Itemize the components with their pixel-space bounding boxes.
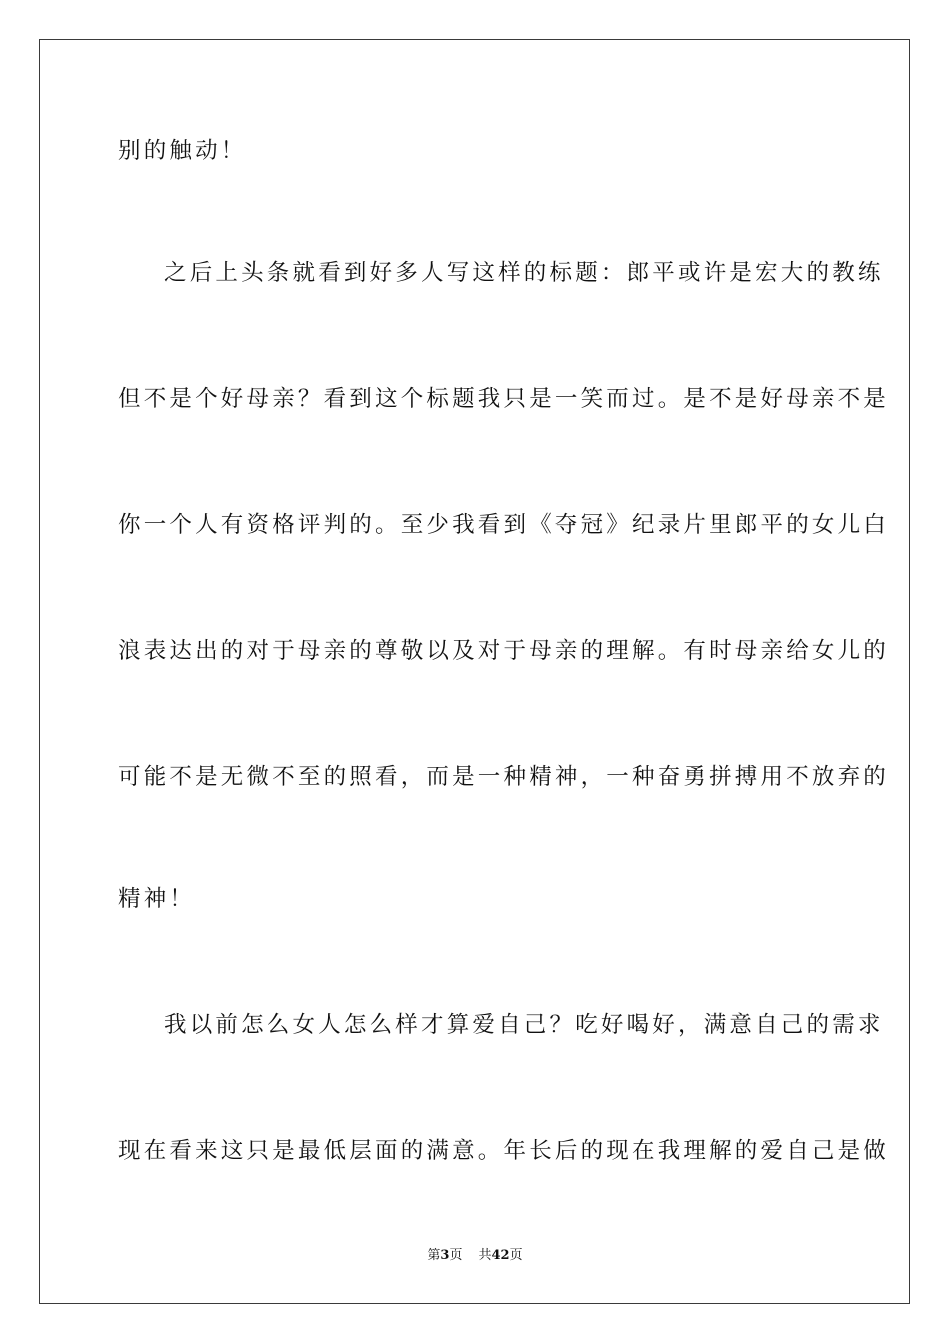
footer-total-prefix: 共 <box>478 1248 492 1263</box>
footer-total-suffix: 页 <box>509 1248 523 1263</box>
text-line-8: 我以前怎么女人怎么样才算爱自己？吃好喝好，满意自己的需求 <box>164 1012 884 1038</box>
footer-page-number: 3 <box>440 1248 450 1263</box>
page-footer <box>0 1247 950 1265</box>
text-line-1: 别的触动！ <box>118 138 247 164</box>
text-line-5: 浪表达出的对于母亲的尊敬以及对于母亲的理解。有时母亲给女儿的 <box>118 638 890 664</box>
text-line-6: 可能不是无微不至的照看，而是一种精神，一种奋勇拼搏用不放弃的 <box>118 764 890 790</box>
footer-page-prefix: 第 <box>427 1248 441 1263</box>
footer-total-pages: 42 <box>491 1248 510 1263</box>
text-line-9: 现在看来这只是最低层面的满意。年长后的现在我理解的爱自己是做 <box>118 1138 890 1164</box>
text-line-4: 你一个人有资格评判的。至少我看到《夺冠》纪录片里郎平的女儿白 <box>118 512 890 538</box>
text-line-7: 精神！ <box>118 886 196 912</box>
page-border <box>39 39 910 1304</box>
footer-page-suffix: 页 <box>449 1248 463 1263</box>
text-line-2: 之后上头条就看到好多人写这样的标题：郎平或许是宏大的教练 <box>164 260 884 286</box>
text-line-3: 但不是个好母亲？看到这个标题我只是一笑而过。是不是好母亲不是 <box>118 386 890 412</box>
